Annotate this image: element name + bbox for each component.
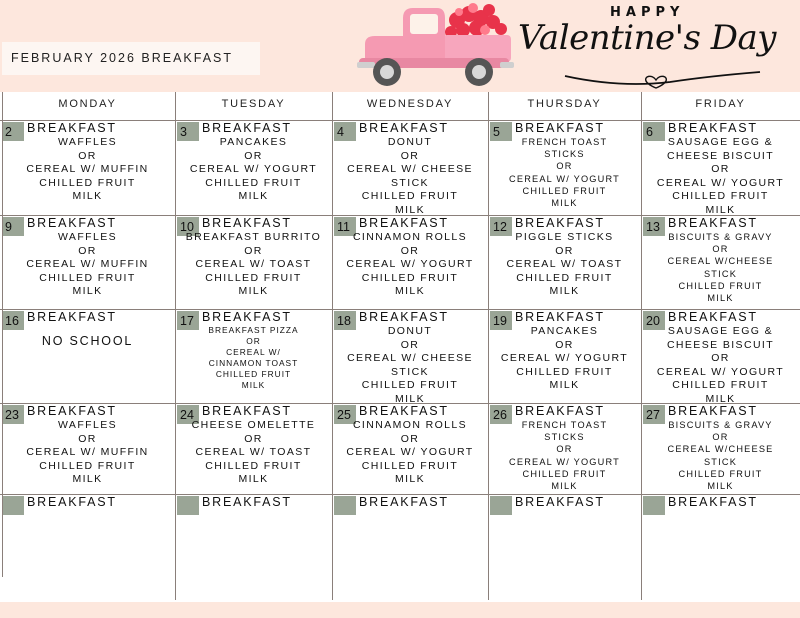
menu-line: CHILLED FRUIT	[39, 271, 136, 284]
day-cell	[641, 309, 800, 403]
menu-line: MILK	[72, 473, 103, 486]
menu-items	[488, 136, 641, 209]
menu-line: OR	[78, 149, 97, 162]
menu-items	[175, 231, 332, 299]
meal-label: BREAKFAST	[27, 121, 117, 135]
menu-line: STICKS	[544, 149, 585, 160]
meal-label: BREAKFAST	[515, 310, 605, 324]
meal-label: BREAKFAST	[668, 404, 758, 418]
row-divider	[0, 403, 800, 404]
menu-line: OR	[555, 244, 574, 257]
menu-line: CHILLED FRUIT	[678, 468, 763, 479]
menu-items	[488, 419, 641, 492]
menu-line: OR	[400, 432, 420, 445]
date-number	[177, 496, 199, 515]
menu-line: DONUT	[387, 136, 433, 148]
meal-label: BREAKFAST	[359, 216, 449, 230]
weekday-thursday: THURSDAY	[527, 98, 602, 110]
menu-items	[175, 136, 332, 204]
date-number: 2	[2, 122, 24, 141]
menu-items	[641, 419, 800, 492]
day-cell	[175, 215, 332, 309]
weekday-header-row	[0, 92, 800, 120]
menu-line: MILK	[549, 285, 580, 298]
day-cell	[332, 494, 488, 600]
date-number: 27	[643, 405, 665, 424]
menu-line: CHILLED FRUIT	[516, 271, 613, 284]
day-cell	[488, 309, 641, 403]
column-divider	[641, 92, 642, 600]
date-number: 13	[643, 217, 665, 236]
menu-line: MILK	[241, 380, 266, 390]
menu-items	[641, 325, 800, 403]
menu-line: CHILLED FRUIT	[39, 176, 136, 189]
menu-line: CEREAL W/ YOGURT	[189, 163, 318, 176]
menu-line: OR	[244, 149, 263, 162]
menu-line: BREAKFAST BURRITO	[185, 231, 322, 243]
meal-label: BREAKFAST	[359, 121, 449, 135]
happy-text: HAPPY	[610, 5, 685, 20]
menu-line: OR	[555, 338, 574, 351]
date-number: 12	[490, 217, 512, 236]
menu-line: MILK	[238, 190, 269, 203]
menu-line: CEREAL W/CHEESE	[667, 256, 774, 267]
meal-label: BREAKFAST	[515, 495, 605, 509]
date-number: 5	[490, 122, 512, 141]
weekday-wednesday: WEDNESDAY	[366, 98, 454, 110]
menu-line: MILK	[72, 190, 103, 203]
menu-line: CHEESE BISCUIT	[666, 149, 775, 162]
menu-line: OR	[246, 336, 261, 346]
date-number	[643, 496, 665, 515]
menu-line: WAFFLES	[58, 419, 117, 431]
menu-line: CHEESE OMELETTE	[191, 419, 316, 431]
date-number: 16	[2, 311, 24, 330]
menu-line: MILK	[238, 285, 269, 298]
weekday-tuesday: TUESDAY	[221, 98, 286, 110]
menu-line: MILK	[551, 198, 578, 209]
day-cell	[0, 309, 175, 403]
menu-line: CHILLED FRUIT	[215, 369, 292, 379]
day-cell	[0, 215, 175, 309]
day-cell	[332, 120, 488, 215]
menu-line: STICK	[391, 365, 429, 378]
menu-line: CHILLED FRUIT	[522, 185, 607, 196]
menu-line: WAFFLES	[58, 136, 117, 148]
menu-line: CHILLED FRUIT	[205, 271, 302, 284]
menu-items	[0, 231, 175, 299]
menu-items	[332, 231, 488, 299]
day-cell	[332, 215, 488, 309]
menu-line: PANCAKES	[530, 325, 599, 337]
menu-line: SAUSAGE EGG &	[667, 325, 774, 337]
meal-label: BREAKFAST	[359, 310, 449, 324]
menu-items	[332, 136, 488, 215]
day-cell	[175, 120, 332, 215]
menu-line: OR	[78, 432, 97, 445]
menu-line: CEREAL W/ YOGURT	[656, 176, 785, 189]
menu-line: STICK	[391, 176, 429, 189]
day-cell	[0, 120, 175, 215]
date-number: 24	[177, 405, 199, 424]
menu-line: BREAKFAST PIZZA	[208, 325, 299, 335]
menu-items	[0, 419, 175, 487]
day-cell	[488, 403, 641, 494]
menu-line: OR	[400, 338, 420, 351]
menu-line: MILK	[394, 392, 426, 403]
row-divider	[0, 120, 800, 121]
date-number: 17	[177, 311, 199, 330]
day-cell	[641, 494, 800, 600]
day-cell	[641, 403, 800, 494]
day-cell	[641, 120, 800, 215]
day-cell	[175, 403, 332, 494]
meal-label: BREAKFAST	[668, 216, 758, 230]
column-divider	[332, 92, 333, 600]
menu-line: MILK	[394, 473, 426, 486]
menu-line: OR	[556, 444, 573, 455]
date-number: 26	[490, 405, 512, 424]
menu-line: NO SCHOOL	[41, 334, 134, 348]
menu-line: CHILLED FRUIT	[672, 379, 769, 392]
menu-line: CEREAL W/ YOGURT	[509, 173, 620, 184]
day-cell	[332, 309, 488, 403]
date-number: 10	[177, 217, 199, 236]
date-number	[2, 496, 24, 515]
menu-line: CINNAMON ROLLS	[352, 419, 468, 431]
calendar-grid	[0, 92, 800, 602]
row-divider	[0, 309, 800, 310]
menu-line: MILK	[551, 481, 578, 492]
date-number	[490, 496, 512, 515]
menu-line: STICK	[703, 456, 738, 467]
day-cell	[0, 494, 175, 600]
menu-line: BISCUITS & GRAVY	[668, 420, 773, 430]
menu-line: FRENCH TOAST	[521, 420, 608, 430]
menu-items	[0, 335, 175, 349]
menu-line: MILK	[707, 293, 734, 304]
date-number: 9	[2, 217, 24, 236]
day-cell	[488, 215, 641, 309]
menu-line: DONUT	[387, 325, 433, 337]
menu-line: CEREAL W/ MUFFIN	[26, 258, 149, 271]
meal-label: BREAKFAST	[27, 404, 117, 418]
meal-label: BREAKFAST	[27, 216, 117, 230]
menu-title: FEBRUARY 2026 BREAKFAST	[2, 42, 260, 75]
menu-items	[175, 325, 332, 391]
menu-items	[332, 325, 488, 403]
menu-line: BISCUITS & GRAVY	[668, 232, 773, 242]
menu-items	[175, 419, 332, 487]
menu-line: CEREAL W/ MUFFIN	[26, 163, 149, 176]
menu-line: OR	[244, 244, 263, 257]
menu-line: CEREAL W/ YOGURT	[500, 352, 629, 365]
menu-line: CHILLED FRUIT	[205, 459, 302, 472]
date-number: 19	[490, 311, 512, 330]
day-cell	[0, 403, 175, 494]
menu-line: MILK	[238, 473, 269, 486]
meal-label: BREAKFAST	[668, 495, 758, 509]
menu-line: CEREAL W/ CHEESE	[347, 352, 473, 365]
menu-line: CHILLED FRUIT	[361, 459, 459, 472]
menu-line: OR	[78, 244, 97, 257]
menu-line: CHILLED FRUIT	[205, 176, 302, 189]
menu-line: CEREAL W/ YOGURT	[346, 258, 474, 271]
menu-line: CEREAL W/ TOAST	[195, 446, 312, 459]
meal-label: BREAKFAST	[515, 216, 605, 230]
meal-label: BREAKFAST	[202, 495, 292, 509]
meal-label: BREAKFAST	[202, 121, 292, 135]
menu-line: MILK	[394, 285, 426, 298]
menu-line: OR	[711, 163, 730, 176]
menu-line: OR	[712, 432, 729, 443]
menu-line: OR	[400, 244, 420, 257]
menu-line: MILK	[707, 481, 734, 492]
weekday-monday: MONDAY	[58, 98, 117, 110]
menu-line: CINNAMON TOAST	[208, 358, 299, 368]
date-number: 6	[643, 122, 665, 141]
menu-line: CEREAL W/ TOAST	[506, 258, 623, 271]
menu-line: CHILLED FRUIT	[361, 190, 459, 203]
date-number: 25	[334, 405, 356, 424]
meal-label: BREAKFAST	[359, 404, 449, 418]
menu-line: OR	[712, 244, 729, 255]
meal-label: BREAKFAST	[515, 404, 605, 418]
menu-items	[488, 231, 641, 299]
day-cell	[175, 494, 332, 600]
menu-line: OR	[400, 149, 420, 162]
day-cell	[332, 403, 488, 494]
menu-line: CHILLED FRUIT	[361, 379, 459, 392]
menu-line: MILK	[705, 392, 736, 403]
menu-line: MILK	[72, 285, 103, 298]
menu-line: CEREAL W/ MUFFIN	[26, 446, 149, 459]
menu-line: MILK	[705, 203, 736, 215]
menu-line: MILK	[549, 379, 580, 392]
weekday-friday: FRIDAY	[695, 98, 746, 110]
meal-label: BREAKFAST	[359, 495, 449, 509]
menu-line: CHILLED FRUIT	[516, 365, 613, 378]
date-number: 23	[2, 405, 24, 424]
row-divider	[0, 215, 800, 216]
menu-line: CEREAL W/ YOGURT	[346, 446, 474, 459]
date-number	[334, 496, 356, 515]
menu-line: CHILLED FRUIT	[361, 271, 459, 284]
menu-line: MILK	[394, 203, 426, 215]
menu-line: SAUSAGE EGG &	[667, 136, 774, 148]
menu-items	[332, 419, 488, 487]
meal-label: BREAKFAST	[27, 310, 117, 324]
day-cell	[175, 309, 332, 403]
menu-line: OR	[244, 432, 263, 445]
date-number: 20	[643, 311, 665, 330]
menu-line: CINNAMON ROLLS	[352, 231, 468, 243]
menu-line: CEREAL W/ CHEESE	[347, 163, 473, 176]
meal-label: BREAKFAST	[202, 216, 292, 230]
menu-line: CEREAL W/CHEESE	[667, 444, 774, 455]
menu-line: WAFFLES	[58, 231, 117, 243]
menu-line: PIGGLE STICKS	[515, 231, 614, 243]
menu-line: PANCAKES	[219, 136, 288, 148]
meal-label: BREAKFAST	[202, 310, 292, 324]
menu-items	[0, 136, 175, 204]
menu-line: CEREAL W/ YOGURT	[656, 365, 785, 378]
meal-label: BREAKFAST	[668, 121, 758, 135]
menu-line: CEREAL W/ TOAST	[195, 258, 312, 271]
menu-line: CHILLED FRUIT	[522, 468, 607, 479]
date-number: 3	[177, 122, 199, 141]
menu-line: CHILLED FRUIT	[672, 190, 769, 203]
heart-icon	[560, 62, 780, 90]
truck-with-hearts-icon	[355, 2, 520, 92]
menu-line: OR	[556, 161, 573, 172]
menu-items	[641, 136, 800, 215]
menu-line: STICK	[703, 268, 738, 279]
menu-line: CEREAL W/	[226, 347, 281, 357]
menu-items	[641, 231, 800, 304]
valentines-day-text: Valentine's Day	[518, 18, 776, 58]
meal-label: BREAKFAST	[515, 121, 605, 135]
menu-line: FRENCH TOAST	[521, 137, 608, 147]
menu-line: CHEESE BISCUIT	[666, 338, 775, 351]
day-cell	[488, 120, 641, 215]
menu-line: STICKS	[544, 432, 585, 443]
date-number: 18	[334, 311, 356, 330]
menu-items	[488, 325, 641, 393]
column-divider	[175, 92, 176, 600]
day-cell	[488, 494, 641, 600]
menu-line: CEREAL W/ YOGURT	[509, 456, 620, 467]
menu-line: CHILLED FRUIT	[39, 459, 136, 472]
column-divider	[2, 92, 3, 577]
meal-label: BREAKFAST	[668, 310, 758, 324]
date-number: 4	[334, 122, 356, 141]
column-divider	[488, 92, 489, 600]
date-number: 11	[334, 217, 356, 236]
day-cell	[641, 215, 800, 309]
row-divider	[0, 494, 800, 495]
meal-label: BREAKFAST	[202, 404, 292, 418]
menu-line: OR	[711, 352, 730, 365]
menu-line: CHILLED FRUIT	[678, 280, 763, 291]
meal-label: BREAKFAST	[27, 495, 117, 509]
